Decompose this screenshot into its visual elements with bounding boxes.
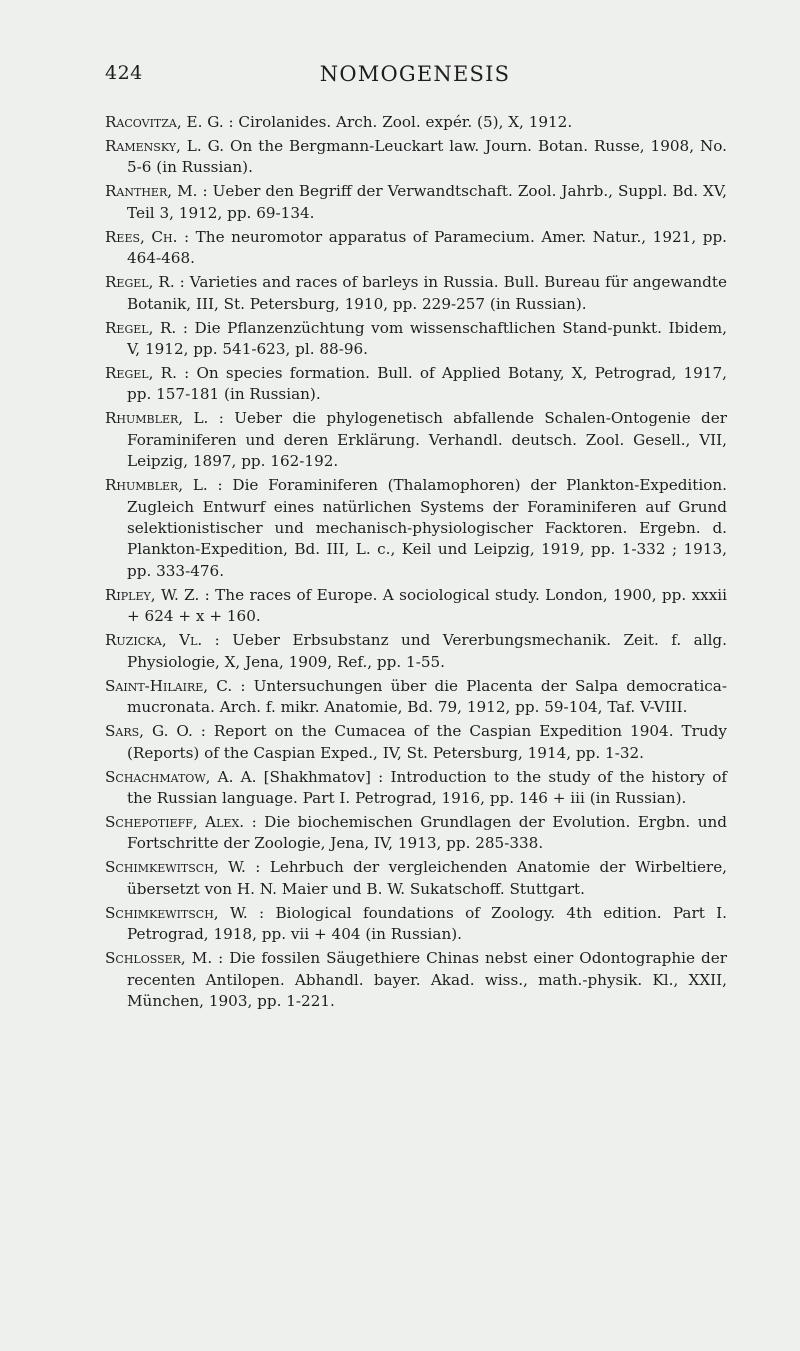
reference-author: Rhumbler, L. — [105, 476, 208, 495]
reference-entry — [105, 181, 727, 224]
reference-author: Regel, R. — [105, 273, 175, 292]
reference-author: Ripley, W. Z. — [105, 585, 200, 604]
reference-text: : The races of Europe. A sociological study. London, 1900, pp. xxxii + 624 + x + 160. — [127, 585, 727, 626]
reference-entry — [105, 630, 727, 673]
reference-author: Ruzicka, Vl. — [105, 631, 203, 650]
page-header — [105, 62, 725, 92]
reference-author: Schlosser, M. — [105, 949, 213, 968]
reference-entry — [105, 136, 727, 179]
reference-entry — [105, 676, 727, 719]
reference-text: : Cirolanides. Arch. Zool. expér. (5), X, 1912. — [223, 113, 573, 131]
reference-author: Rees, Ch. — [105, 227, 178, 246]
reference-author: Sars, G. O. — [105, 722, 193, 741]
reference-entry — [105, 475, 727, 582]
reference-entry — [105, 318, 727, 361]
reference-author: Schimkewitsch, W. — [105, 903, 248, 922]
reference-entry — [105, 585, 727, 628]
reference-entry — [105, 903, 727, 946]
reference-text: : Biological foundations of Zoology. 4th edition. Part I. Petrograd, 1918, pp. vii + 404 (in Russian). — [127, 903, 727, 944]
reference-author: Regel, R. — [105, 318, 177, 337]
reference-text: : The neuromotor apparatus of Paramecium. Amer. Natur., 1921, pp. 464-468. — [127, 227, 727, 268]
reference-text: : Lehrbuch der vergleichenden Anatomie der Wirbeltiere, übersetzt von H. N. Maier und B. W. Sukatschoff. Stuttgart. — [127, 858, 728, 898]
reference-author: Regel, R. — [105, 364, 177, 383]
reference-entry — [105, 363, 727, 406]
bibliography-list — [105, 112, 727, 1015]
reference-text: : Report on the Cumacea of the Caspian Expedition 1904. Trudy (Reports) of the Caspian Exped., IV, St. Petersburg, 1914, pp. 1-32. — [127, 722, 727, 762]
reference-author: Ranther, M. — [105, 182, 198, 201]
reference-entry — [105, 112, 727, 133]
reference-entry — [105, 408, 727, 472]
reference-text: : Ueber den Begriff der Verwandtschaft. Zool. Jahrb., Suppl. Bd. XV, Teil 3, 1912, pp. 69-134. — [127, 182, 727, 222]
reference-text: : Ueber die phylogenetisch abfallende Schalen-Ontogenie der Foraminiferen und deren Erklärung. Verhandl. deutsch. Zool. Gesell., VII, Leipzig, 1897, pp. 162-192. — [127, 409, 727, 471]
reference-author: Racovitza, E. G. — [105, 113, 224, 131]
reference-author: Rhumbler, L. — [105, 409, 209, 428]
reference-text: [Shakhmatov] : Introduction to the study of the history of the Russian language. Part I. Petrograd, 1916, pp. 146 + iii (in Russian). — [127, 767, 727, 807]
running-title: NOMOGENESIS — [319, 62, 511, 86]
reference-author: Schepotieff, Alex. — [105, 812, 245, 831]
reference-author: Schimkewitsch, W. — [105, 858, 246, 877]
reference-entry — [105, 857, 727, 900]
reference-entry — [105, 767, 727, 810]
reference-text: : Die Foraminiferen (Thalamophoren) der Plankton-Expedition. Zugleich Entwurf eines natürlichen Systems der Foraminiferen auf Grund selektionistischer und mechanisch-physiologischer Facktoren. Ergebn. d. Plankton-Expedition, Bd. III, L. c., Keil und Leipzig, 1919, pp. 1-332 ; 1913, pp. 333-476. — [127, 476, 727, 580]
reference-entry — [105, 227, 727, 270]
reference-text: : Die fossilen Säugethiere Chinas nebst einer Odontographie der recenten Antilopen. Abhandl. bayer. Akad. wiss., math.-physik. Kl., XXII, München, 1903, pp. 1-221. — [127, 949, 727, 1010]
reference-text: : On species formation. Bull. of Applied Botany, X, Petrograd, 1917, pp. 157-181 (in Russian). — [127, 364, 727, 404]
reference-author: Schachmatow, A. A. — [105, 767, 257, 786]
page-number: 424 — [105, 62, 143, 84]
reference-text: : Die biochemischen Grundlagen der Evolution. Ergbn. und Fortschritte der Zoologie, Jena, IV, 1913, pp. 285-338. — [127, 812, 727, 853]
reference-text: : Untersuchungen über die Placenta der Salpa democratica-mucronata. Arch. f. mikr. Anatomie, Bd. 79, 1912, pp. 59-104, Taf. V-VIII. — [127, 676, 727, 717]
reference-text: : Ueber Erbsubstanz und Vererbungsmechanik. Zeit. f. allg. Physiologie, X, Jena, 1909, Ref., pp. 1-55. — [127, 631, 727, 671]
reference-author: Saint-Hilaire, C. — [105, 676, 233, 695]
reference-text: On the Bergmann-Leuckart law. Journ. Botan. Russe, 1908, No. 5-6 (in Russian). — [127, 137, 727, 177]
reference-entry — [105, 812, 727, 855]
reference-entry — [105, 272, 727, 315]
reference-author: Ramensky, L. G. — [105, 137, 225, 155]
reference-entry — [105, 948, 727, 1012]
reference-text: : Die Pflanzenzüchtung vom wissenschaftlichen Stand-punkt. Ibidem, V, 1912, pp. 541-623, pl. 88-96. — [127, 318, 727, 359]
reference-entry — [105, 721, 727, 764]
reference-text: : Varieties and races of barleys in Russia. Bull. Bureau für angewandte Botanik, III, St. Petersburg, 1910, pp. 229-257 (in Russian). — [127, 273, 727, 313]
